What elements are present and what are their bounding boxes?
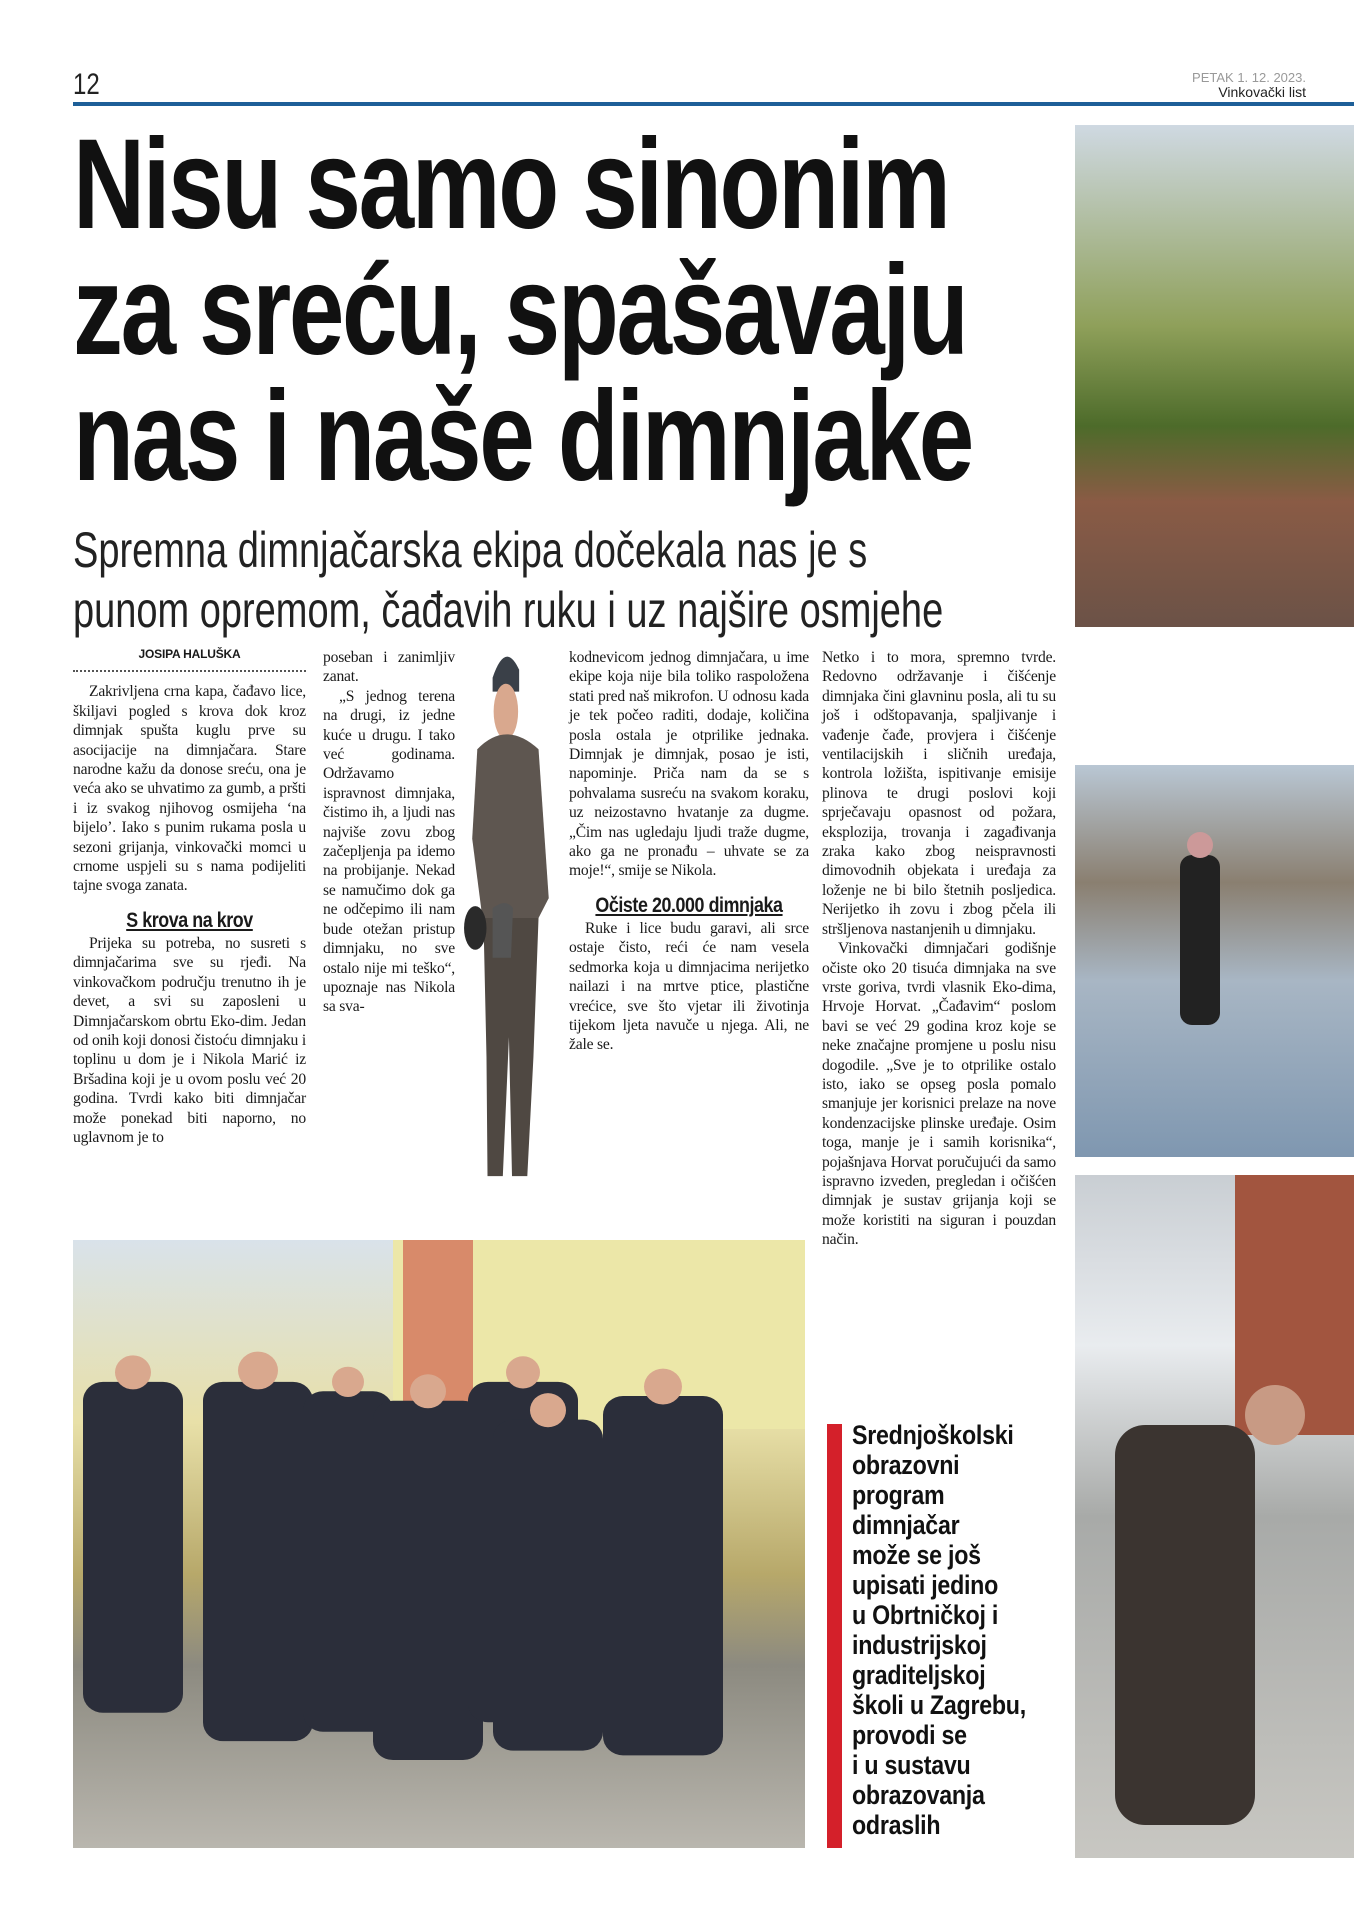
factbox-line: graditeljskoj xyxy=(852,1660,986,1690)
section-heading: S krova na krov xyxy=(126,908,253,932)
factbox-line: program xyxy=(852,1480,945,1510)
paragraph: Zakrivljena crna kapa, čađavo lice, škiljavi pogled s krova dok kroz dimnjak spušta kuglu prve su asocijacije na dimnjačara. Stare narodne kažu da donose sreću, ona je veća ako se uhvatimo za gumb, a pršti i iz svakog njihovog osmijeha ‘na bijelo’. Iako s punim rukama posla u sezoni grijanja, vinkovački momci u crnome uspjeli su s nama podijeliti tajne svoga zanata. xyxy=(73,683,306,895)
paragraph: poseban i zanimljiv zanat. xyxy=(323,649,455,686)
headline xyxy=(73,113,972,508)
factbox-line: Srednjoškolski xyxy=(852,1420,1014,1450)
paragraph: Prijeka su potreba, no susreti s dimnjačarima sve su rjeđi. Na vinkovačkom području trenutno ih je devet, a svi su zaposleni u Dimnjačarskom obrtu Eko-dim. Jedan od onih koji donosi čistoću dimnjaku i toplinu u dom je i Nikola Marić iz Bršadina koji je u ovom poslu već 20 godina. Tvrdi kako biti dimnjačar može ponekad biti naporno, no uglavnom je to xyxy=(73,934,306,1146)
newspaper-name: Vinkovački list xyxy=(1218,84,1306,100)
paragraph: Ruke i lice budu garavi, ali srce ostaje čisto, reći će nam vesela sedmorka koja u dimnjacima nerijetko nailazi i na mrtve ptice, plastične vrećice, sve što vjetar ili životinja tijekom ljeta navuče u njega. Ali, ne žale se. xyxy=(569,919,809,1054)
factbox-line: industrijskoj xyxy=(852,1630,987,1660)
paragraph: „S jednog terena na drugi, iz jedne kuće u drugu. I tako već godinama. Održavamo ispravnost dimnjaka, čistimo ih, a ljudi nas najviše zovu zbog začepljenja pa idemo na probijanje. Nekad se namučimo dok ga ne odčepimo ili nam bude otežan pristup dimnjaku, no sve ostalo nije mi teško“, upoznaje nas Nikola sa sva- xyxy=(323,687,455,1016)
page-header-info xyxy=(1192,70,1306,100)
subheadline xyxy=(73,520,1061,640)
factbox-line: upisati jedino xyxy=(852,1570,999,1600)
paragraph: Vinkovački dimnjačari godišnje očiste oko 20 tisuća dimnjaka na sve vrste goriva, tvrdi vlasnik Eko-dima, Hrvoje Horvat. „Čađavim“ poslom bavi se već 29 godina kroz koje se neke značajne promjene u poslu nisu dogodile. „Sve je to otprilike ostalo isto, iako se opseg posla pomalo smanjuje jer korisnici prelaze na nove kondenzacijske plinske uređaje. Osim toga, manje je i samih korisnika“, pojašnjava Horvat poručujući da samo ispravno izveden, pregledan i očišćen dimnjak je sustav grijanja koji se može koristiti na siguran i pouzdan način. xyxy=(822,940,1056,1249)
paragraph: Netko i to mora, spremno tvrde. Redovno održavanje i čišćenje dimnjaka čini glavninu posla, ali tu su još i odštopavanja, spaljivanje i vađenje čađe, provjera i čišćenje ventilacijskih i sličnih uređaja, kontrola ložišta, ispitivanje emisije plinova te drugi poslovi koji sprječavaju opasnost od požara, eksplozija, trovanja i zagađivanja zraka kako zbog neispravnosti dimovodnih objekata i uređaja za loženje ne bi bilo štetnih posljedica. Nerijetko ih zovu i zbog pčela ili stršljenova nastanjenih u dimnjaku. xyxy=(822,649,1056,938)
header-rule xyxy=(73,102,1354,106)
factbox-line: i u sustavu xyxy=(852,1750,971,1780)
subheadline-line: Spremna dimnjačarska ekipa dočekala nas je s xyxy=(73,522,868,578)
headline-line: nas i naše dimnjake xyxy=(73,365,972,508)
sweep-on-roof-photo xyxy=(1075,765,1354,1157)
article-column-2 xyxy=(323,648,455,1017)
factbox-line: u Obrtničkoj i xyxy=(852,1600,999,1630)
factbox-line: obrazovanja xyxy=(852,1780,985,1810)
subheadline-line: punom opremom, čađavih ruku i uz najšire osmjehe xyxy=(73,582,944,638)
page-number: 12 xyxy=(73,68,100,101)
factbox-line: dimnjačar xyxy=(852,1510,960,1540)
article-column-1 xyxy=(73,645,306,1147)
headline-line: Nisu samo sinonim xyxy=(73,113,949,256)
factbox-line: obrazovni xyxy=(852,1450,960,1480)
factbox-line: školi u Zagrebu, xyxy=(852,1690,1026,1720)
headline-line: za sreću, spašavaju xyxy=(73,239,967,382)
article-column-4 xyxy=(822,648,1056,1250)
factbox-line: može se još xyxy=(852,1540,981,1570)
issue-date: PETAK 1. 12. 2023. xyxy=(1192,70,1306,85)
factbox-line: provodi se xyxy=(852,1720,967,1750)
sweep-with-cable-photo xyxy=(1075,1175,1354,1858)
rooftop-chimney-photo xyxy=(1075,125,1354,627)
factbox-accent-bar xyxy=(827,1424,842,1848)
factbox xyxy=(852,1420,1041,1840)
factbox-line: odraslih xyxy=(852,1810,941,1840)
article-column-3 xyxy=(569,648,809,1055)
paragraph: kodnevicom jednog dimnjačara, u ime ekipe koja nije bila toliko raspoložena stati pred naš mikrofon. U odnosu kada je tek počeo raditi, dodaje, količina posla ostala je otprilike jednaka. Dimnjak je dimnjak, posao je isti, napominje. Priča nam da se s pohvalama susreću na svakom koraku, uz neizostavno hvatanje za dugme. „Čim nas ugledaju ljudi traže dugme, ako ga ne pronađu – uhvate se za moje!“, smije se Nikola. xyxy=(569,649,809,880)
byline: JOSIPA HALUŠKA xyxy=(73,645,306,672)
section-heading: Očiste 20.000 dimnjaka xyxy=(595,893,783,917)
chimney-sweep-portrait-photo xyxy=(462,640,562,1200)
chimney-sweep-team-photo xyxy=(73,1240,805,1848)
